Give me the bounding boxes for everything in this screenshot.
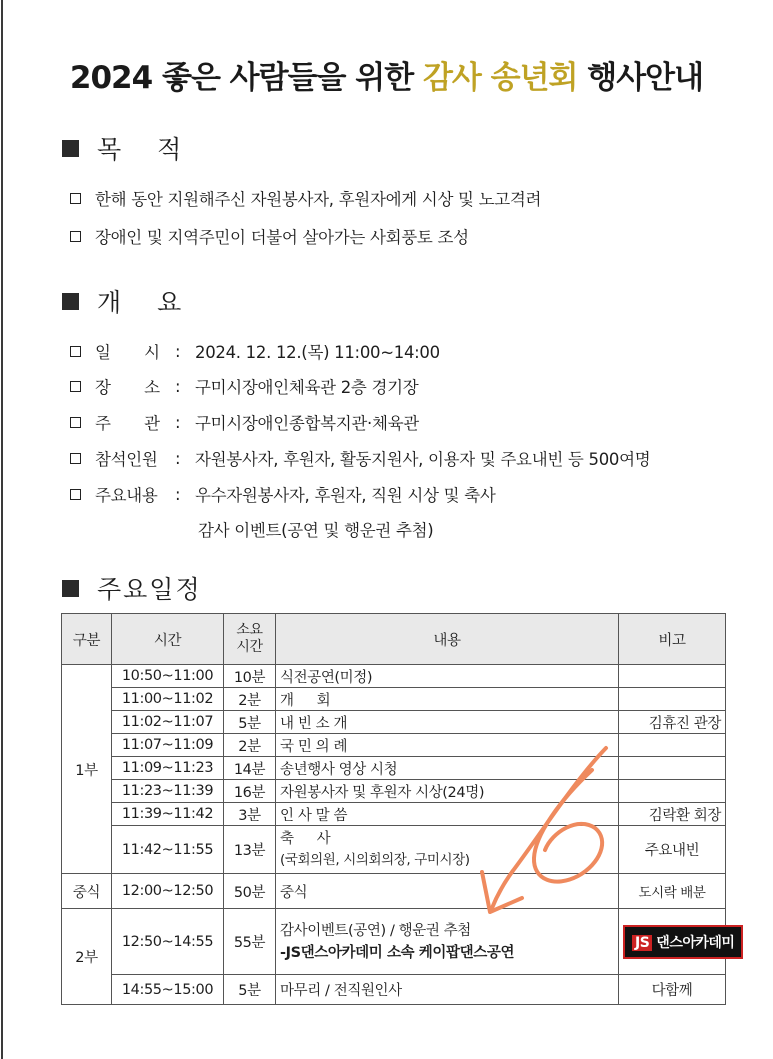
section-schedule-heading: 주요일정 (62, 570, 202, 606)
header-duration: 소요 시간 (224, 614, 276, 665)
square-bullet-icon (62, 293, 79, 310)
overview-item-date: 일 시 : 2024. 12. 12.(목) 11:00~14:00 (70, 339, 440, 363)
header-note: 비고 (619, 614, 726, 665)
checkbox-icon (70, 489, 81, 500)
table-row: 14:55~15:00 5분 마무리 / 전직원인사 다함께 (62, 975, 726, 1005)
group-part2: 2부 (62, 909, 112, 1005)
schedule-table (61, 613, 735, 1005)
table-row: 11:02~11:07 5분 내 빈 소 개 김휴진 관장 (62, 711, 726, 734)
overview-item-place: 장 소 : 구미시장애인체육관 2층 경기장 (70, 374, 418, 398)
title-accent: 감사 송년회 (422, 60, 578, 96)
table-row: 11:42~11:55 13분 축 사 (국회의원, 시의회의장, 구미시장) 주요내빈 (62, 826, 726, 874)
overview-item-contents: 주요내용 : 우수자원봉사자, 후원자, 직원 시상 및 축사 (70, 482, 495, 506)
checkbox-icon (70, 346, 81, 357)
header-content: 내용 (276, 614, 619, 665)
table-row: 11:39~11:42 3분 인 사 말 씀 김락환 회장 (62, 803, 726, 826)
section-overview-heading: 개 요 (62, 283, 195, 319)
table-row: 11:09~11:23 14분 송년행사 영상 시청 (62, 757, 726, 780)
checkbox-icon (70, 453, 81, 464)
overview-contents-continuation: 감사 이벤트(공연 및 행운권 추첨) (198, 521, 434, 540)
checkbox-icon (70, 417, 81, 428)
checkbox-icon (70, 381, 81, 392)
table-row: 2부 12:50~14:55 55분 감사이벤트(공연) / 행운권 추첨 -JS댄스아카데미 소속 케이팝댄스공연 JS 댄스아카데미 (62, 909, 726, 975)
group-part1: 1부 (62, 665, 112, 874)
header-group: 구분 (62, 614, 112, 665)
table-header-row (62, 614, 726, 665)
page-title: 2024 좋은 사람들을 위한 감사 송년회 행사안내 (69, 60, 704, 96)
table-row: 중식 12:00~12:50 50분 중식 도시락 배분 (62, 874, 726, 909)
left-border (1, 0, 3, 1059)
group-lunch: 중식 (62, 874, 112, 909)
checkbox-icon (70, 231, 81, 242)
table-row: 11:07~11:09 2분 국 민 의 례 (62, 734, 726, 757)
purpose-item: 장애인 및 지역주민이 더불어 살아가는 사회풍토 조성 (70, 224, 469, 248)
overview-item-attendees: 참석인원 : 자원봉사자, 후원자, 활동지원사, 이용자 및 주요내빈 등 500여명 (70, 446, 650, 470)
table-row: 11:23~11:39 16분 자원봉사자 및 후원자 시상(24명) (62, 780, 726, 803)
square-bullet-icon (62, 580, 79, 597)
js-dance-academy-logo: JS 댄스아카데미 (623, 925, 743, 959)
table-row: 1부 10:50~11:00 10분 식전공연(미정) (62, 665, 726, 688)
square-bullet-icon (62, 140, 79, 157)
section-purpose-heading: 목 적 (62, 130, 195, 166)
checkbox-icon (70, 193, 81, 204)
header-time: 시간 (112, 614, 224, 665)
overview-item-host: 주 관 : 구미시장애인종합복지관·체육관 (70, 410, 419, 434)
purpose-item: 한해 동안 지원해주신 자원봉사자, 후원자에게 시상 및 노고격려 (70, 186, 541, 210)
table-row: 11:00~11:02 2분 개 회 (62, 688, 726, 711)
